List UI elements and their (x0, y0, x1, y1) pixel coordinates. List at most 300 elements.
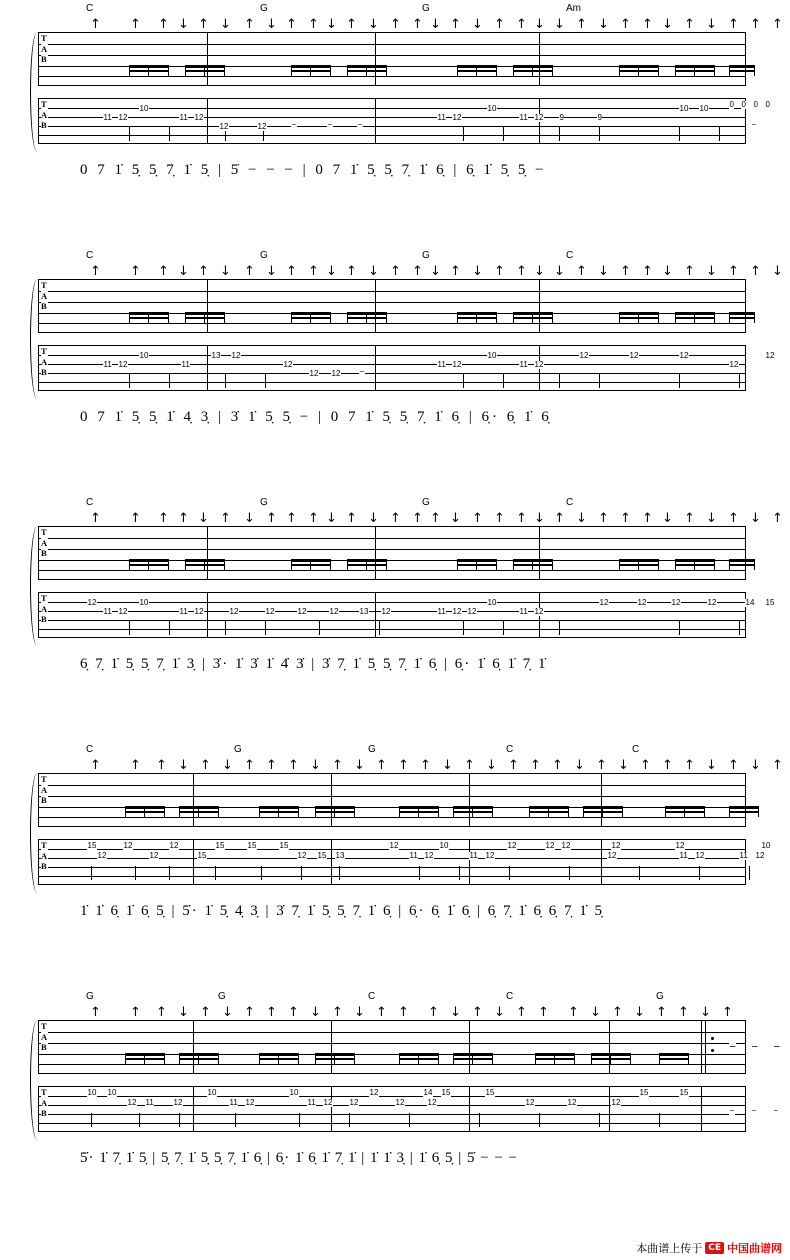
fret-number: 13 (359, 607, 369, 616)
beam-group (513, 65, 553, 77)
beam-group (659, 1053, 689, 1065)
beam-group (347, 65, 387, 77)
beam-group (125, 1053, 165, 1065)
strum-up-icon: ↑ (90, 17, 101, 32)
fret-number: 12 (123, 841, 133, 850)
strum-down-icon: ↓ (354, 1005, 365, 1020)
strum-up-icon: ↑ (412, 511, 423, 526)
beam-group (619, 312, 659, 324)
chord-row-3 (38, 494, 746, 510)
stem-group (679, 374, 680, 386)
strum-up-icon: ↑ (308, 264, 319, 279)
fret-number: 12 (127, 1098, 137, 1107)
fret-number: 15 (679, 1088, 689, 1097)
fret-number: 10 (699, 104, 709, 113)
stem-group (463, 374, 464, 386)
rhythm-staff-5 (38, 1020, 780, 1074)
strum-down-icon: ↓ (430, 17, 441, 32)
repeat-dot (711, 1037, 714, 1040)
stem-group (265, 374, 266, 386)
tab-clef-label: T A B (41, 99, 48, 130)
fret-number: 12 (219, 122, 229, 131)
barline (331, 1087, 332, 1131)
fret-number: 12 (675, 841, 685, 850)
numbered-notation-text: 5̇· 1̇ 7̣ 1̇ 5̣ | 5̣ 7̣ 1̇ 5̣ 5̣ 7̣ 1̇ 6̣ | 6̣· 1̇ 6̣ 1̇ 7̣ 1̇ | 1̇ 1̇ 3̣ | 1̇ 6̣ 5̣ | 5̇ − − − (80, 1150, 519, 1166)
strum-down-icon: ↓ (222, 758, 233, 773)
stem-group (169, 374, 170, 386)
strum-up-icon: ↑ (596, 758, 607, 773)
numbered-notation-3 (38, 650, 746, 690)
strum-up-icon: ↑ (244, 17, 255, 32)
strum-up-icon: ↑ (554, 511, 565, 526)
fret-number: − (327, 120, 333, 129)
fret-number: 11 (229, 1098, 238, 1107)
barline (609, 1087, 610, 1131)
tab-clef-label: T A B (41, 346, 48, 377)
strum-down-icon: ↓ (368, 264, 379, 279)
barline (601, 840, 602, 884)
strum-up-icon: ↑ (90, 511, 101, 526)
barline (469, 774, 470, 826)
barline (331, 1021, 332, 1073)
strum-down-icon: ↓ (198, 511, 209, 526)
strum-up-icon: ↑ (200, 1005, 211, 1020)
rest-dash: − (751, 1106, 757, 1115)
stem-group (261, 866, 262, 878)
numbered-notation-text: 6̣ 7̣ 1̇ 5̣ 5̣ 7̣ 1̇ 3̣ | 3̇· 1̇ 3̇ 1̇ 4̇ 3̇ | 3̇ 7̣ 1̇ 5̣ 5̣ 7̣ 1̇ 6̣ | 6̣· 1̇ 6̣ 1̇ 7̣ 1̇ (80, 656, 548, 672)
chord-symbol: Am (566, 3, 581, 14)
fret-number: 12 (118, 607, 128, 616)
strum-down-icon: ↓ (662, 17, 673, 32)
strum-down-icon: ↓ (706, 17, 717, 32)
strum-up-icon: ↑ (494, 17, 505, 32)
barline (469, 1021, 470, 1073)
stem-group (129, 127, 130, 139)
strum-up-icon: ↑ (678, 1005, 689, 1020)
strum-up-icon: ↑ (266, 1005, 277, 1020)
rhythm-staff-2 (38, 279, 746, 333)
fret-number: 10 (487, 351, 497, 360)
strum-up-icon: ↑ (286, 17, 297, 32)
fret-number: 12 (729, 360, 739, 369)
stem-group (91, 866, 92, 878)
strum-up-icon: ↑ (286, 264, 297, 279)
strum-up-icon: ↑ (90, 758, 101, 773)
fret-number: 15 (247, 841, 257, 850)
chord-symbol: G (422, 250, 430, 261)
strum-down-icon: ↓ (574, 758, 585, 773)
fret-number: 12 (283, 360, 293, 369)
fret-number: 15 (441, 1088, 451, 1097)
tab-staff-4 (38, 839, 771, 885)
stem-group (463, 127, 464, 139)
chord-symbol: G (260, 497, 268, 508)
strum-up-icon: ↑ (472, 511, 483, 526)
stem-group (225, 621, 226, 633)
strum-up-icon: ↑ (728, 511, 739, 526)
system-1 (0, 0, 790, 247)
fret-number: 11 (437, 113, 446, 122)
tab-staff-2 (38, 345, 775, 391)
beam-group (399, 1053, 439, 1065)
barline (701, 1021, 702, 1073)
strum-up-icon: ↑ (772, 17, 783, 32)
footer-site-name: 中国曲谱网 (727, 1242, 782, 1255)
strum-down-icon: ↓ (368, 511, 379, 526)
rhythm-staff-4 (38, 773, 746, 827)
chord-symbol: C (368, 991, 376, 1002)
fret-number: 12 (452, 607, 462, 616)
strum-up-icon: ↑ (346, 264, 357, 279)
barline (469, 840, 470, 884)
fret-number: 12 (629, 351, 639, 360)
strum-up-icon: ↑ (158, 264, 169, 279)
strum-up-icon: ↑ (508, 758, 519, 773)
barline (375, 527, 376, 579)
numbered-notation-1 (38, 156, 746, 196)
barline (193, 1021, 194, 1073)
stem-group (599, 374, 600, 386)
strum-up-icon: ↑ (728, 758, 739, 773)
fret-number: 11 (739, 851, 748, 860)
fret-number: 9 (559, 113, 564, 122)
barline (375, 280, 376, 332)
beam-group (129, 65, 169, 77)
stem-group (91, 1113, 92, 1125)
barline (469, 1087, 470, 1131)
fret-number: 10 (139, 104, 149, 113)
fret-number: 12 (452, 360, 462, 369)
beam-group (529, 806, 569, 818)
chord-symbol: C (86, 744, 94, 755)
strum-down-icon: ↓ (576, 511, 587, 526)
fret-number: 10 (487, 104, 497, 113)
rest-dash: − (773, 1041, 780, 1053)
strum-up-icon: ↑ (198, 17, 209, 32)
strum-up-icon: ↑ (472, 1005, 483, 1020)
strum-up-icon: ↑ (450, 17, 461, 32)
strum-down-icon: ↓ (442, 758, 453, 773)
beam-group (457, 559, 497, 571)
barline (207, 346, 208, 390)
tab-clef-label: T A B (41, 593, 48, 624)
rest-dash: − (751, 1041, 758, 1053)
tab-staff-3 (38, 592, 775, 638)
numbered-notation-text: 0 7 1̇ 5̣ 5̣ 7̣ 1̇ 5̣ | 5̇ − − − | 0 7 1̇ 5̣ 5̣ 7̣ 1̇ 6̣ | 6̣ 1̇ 5̣ 5̣ − (80, 162, 547, 178)
strum-up-icon: ↑ (656, 1005, 667, 1020)
strum-arrow-row-1 (38, 16, 783, 32)
strum-up-icon: ↑ (398, 1005, 409, 1020)
strum-up-icon: ↑ (516, 511, 527, 526)
strum-up-icon: ↑ (158, 17, 169, 32)
barline (193, 1087, 194, 1131)
fret-number: 12 (297, 851, 307, 860)
system-5 (0, 988, 790, 1238)
beam-group (457, 312, 497, 324)
rest-dash: − (729, 1041, 736, 1053)
fret-number: 12 (329, 607, 339, 616)
strum-up-icon: ↑ (130, 1005, 141, 1020)
stem-group (339, 866, 340, 878)
barline (193, 840, 194, 884)
strum-down-icon: ↓ (430, 264, 441, 279)
barline (705, 1021, 706, 1073)
chord-row-5 (38, 988, 746, 1004)
fret-number: 11 (437, 360, 446, 369)
strum-down-icon: ↓ (326, 511, 337, 526)
strum-down-icon: ↓ (662, 511, 673, 526)
barline (207, 280, 208, 332)
fret-number: 15 (485, 1088, 495, 1097)
strum-up-icon: ↑ (198, 264, 209, 279)
fret-number: 11 (307, 1098, 316, 1107)
beam-group (399, 806, 439, 818)
strum-down-icon: ↓ (220, 264, 231, 279)
fret-number: 10 (139, 351, 149, 360)
fret-number: 12 (369, 1088, 379, 1097)
fret-number: 11 (103, 360, 112, 369)
numbered-notation-2 (38, 403, 746, 443)
beam-group (125, 806, 165, 818)
beam-group (513, 559, 553, 571)
beam-group (619, 559, 659, 571)
fret-number: 12 (561, 841, 571, 850)
strum-up-icon: ↑ (376, 1005, 387, 1020)
beam-group (315, 1053, 355, 1065)
stem-group (679, 127, 680, 139)
strum-up-icon: ↑ (158, 511, 169, 526)
beam-group (185, 312, 225, 324)
fret-number: 12 (424, 851, 434, 860)
strum-down-icon: ↓ (662, 264, 673, 279)
strum-up-icon: ↑ (662, 758, 673, 773)
fret-number: 11 (519, 360, 528, 369)
stem-group (503, 127, 504, 139)
numbered-notation-text: 1̇ 1̇ 6̣ 1̇ 6̣ 5̣ | 5̇· 1̇ 5̣ 4̣ 3̣ | 3̇ 7̣ 1̇ 5̣ 5̣ 7̣ 1̇ 6̣ | 6̣· 6̣ 1̇ 6̣ | 6̣ 7̣ 1̇ 6̣ 6̣ 7̣ 1̇ 5̣ (80, 903, 605, 919)
fret-number: 13 (211, 351, 221, 360)
beam-group (591, 1053, 631, 1065)
beam-group (291, 312, 331, 324)
fret-number: 12 (169, 841, 179, 850)
rest-dash: − (773, 1106, 779, 1115)
beam-group (729, 65, 755, 77)
fret-number: 0 (753, 100, 758, 109)
fret-number: 12 (349, 1098, 359, 1107)
strum-up-icon: ↑ (728, 17, 739, 32)
fret-number: 15 (639, 1088, 649, 1097)
fret-number: 12 (695, 851, 705, 860)
fret-number: 10 (487, 598, 497, 607)
strum-up-icon: ↑ (516, 264, 527, 279)
system-2 (0, 247, 790, 494)
fret-number: 12 (637, 598, 647, 607)
strum-down-icon: ↓ (618, 758, 629, 773)
fret-number: 12 (534, 113, 544, 122)
fret-number: 12 (118, 113, 128, 122)
chord-symbol: G (218, 991, 226, 1002)
stem-group (419, 866, 420, 878)
stem-group (509, 866, 510, 878)
fret-number: 15 (197, 851, 207, 860)
barline (539, 33, 540, 85)
fret-number: 15 (279, 841, 289, 850)
strum-up-icon: ↑ (156, 1005, 167, 1020)
stem-group (349, 1113, 350, 1125)
beam-group (259, 1053, 299, 1065)
barline (207, 527, 208, 579)
fret-number: 12 (545, 841, 555, 850)
stem-group (559, 127, 560, 139)
strum-up-icon: ↑ (598, 511, 609, 526)
strum-up-icon: ↑ (494, 511, 505, 526)
strum-up-icon: ↑ (620, 17, 631, 32)
strum-down-icon: ↓ (310, 758, 321, 773)
fret-number: − (291, 120, 297, 129)
fret-number: 0 (729, 100, 734, 109)
stem-group (265, 621, 266, 633)
strum-arrow-row-4 (38, 757, 783, 773)
stem-group (169, 621, 170, 633)
strum-up-icon: ↑ (244, 1005, 255, 1020)
barline (601, 774, 602, 826)
strum-down-icon: ↓ (472, 264, 483, 279)
numbered-notation-text: 0 7 1̇ 5̣ 5̣ 1̇ 4̣ 3̣ | 3̇ 1̇ 5̣ 5̣ − | 0 7 1̇ 5̣ 5̣ 7̣ 1̇ 6̣ | 6̣· 6̣ 1̇ 6̣ (80, 409, 552, 425)
fret-number: 15 (317, 851, 327, 860)
beam-group (453, 1053, 493, 1065)
numbered-notation-5 (38, 1144, 746, 1184)
fret-number: 12 (467, 607, 477, 616)
strum-up-icon: ↑ (286, 511, 297, 526)
strum-up-icon: ↑ (620, 264, 631, 279)
fret-number: 11 (103, 113, 112, 122)
fret-number: 10 (679, 104, 689, 113)
strum-down-icon: ↓ (326, 17, 337, 32)
fret-number: 12 (395, 1098, 405, 1107)
strum-up-icon: ↑ (728, 264, 739, 279)
fret-number: − (357, 120, 363, 129)
strum-down-icon: ↓ (706, 264, 717, 279)
strum-down-icon: ↓ (266, 17, 277, 32)
tab-clef-label: T A B (41, 1021, 48, 1052)
strum-down-icon: ↓ (534, 264, 545, 279)
strum-up-icon: ↑ (244, 758, 255, 773)
fret-number: 12 (452, 113, 462, 122)
fret-number: 12 (331, 369, 341, 378)
strum-up-icon: ↑ (576, 264, 587, 279)
stem-group (559, 621, 560, 633)
beam-group (129, 559, 169, 571)
beam-group (453, 806, 493, 818)
beam-group (675, 559, 715, 571)
stem-group (559, 374, 560, 386)
beam-group (513, 312, 553, 324)
rest-dash: − (729, 1106, 735, 1115)
tab-clef-label: T A B (41, 774, 48, 805)
strum-down-icon: ↓ (750, 511, 761, 526)
fret-number: 9 (597, 113, 602, 122)
strum-arrow-row-3 (38, 510, 783, 526)
strum-up-icon: ↑ (684, 264, 695, 279)
strum-up-icon: ↑ (90, 264, 101, 279)
fret-number: 12 (525, 1098, 535, 1107)
strum-down-icon: ↓ (178, 758, 189, 773)
fret-number: 11 (679, 851, 688, 860)
strum-up-icon: ↑ (428, 1005, 439, 1020)
tab-clef-label: T A B (41, 840, 48, 871)
fret-number: 12 (599, 598, 609, 607)
strum-down-icon: ↓ (534, 17, 545, 32)
chord-symbol: G (422, 3, 430, 14)
chord-symbol: G (234, 744, 242, 755)
fret-number: 12 (534, 360, 544, 369)
strum-up-icon: ↑ (516, 1005, 527, 1020)
beam-group (347, 312, 387, 324)
barline (539, 280, 540, 332)
strum-up-icon: ↑ (90, 1005, 101, 1020)
stem-group (679, 621, 680, 633)
strum-up-icon: ↑ (266, 758, 277, 773)
strum-up-icon: ↑ (684, 758, 695, 773)
strum-down-icon: ↓ (706, 758, 717, 773)
barline (375, 33, 376, 85)
strum-up-icon: ↑ (412, 17, 423, 32)
stem-group (179, 1113, 180, 1125)
strum-up-icon: ↑ (332, 1005, 343, 1020)
fret-number: 12 (607, 851, 617, 860)
strum-up-icon: ↑ (156, 758, 167, 773)
fret-number: − (359, 367, 365, 376)
rhythm-staff-3 (38, 526, 746, 580)
beam-group (729, 806, 759, 818)
numbered-notation-4 (38, 897, 746, 937)
beam-group (729, 312, 755, 324)
barline (207, 99, 208, 143)
strum-up-icon: ↑ (288, 758, 299, 773)
fret-number: 13 (335, 851, 345, 860)
strum-up-icon: ↑ (450, 264, 461, 279)
strum-down-icon: ↓ (354, 758, 365, 773)
chord-symbol: C (566, 497, 574, 508)
beam-group (179, 1053, 219, 1065)
strum-down-icon: ↓ (178, 264, 189, 279)
strum-down-icon: ↓ (634, 1005, 645, 1020)
stem-group (169, 127, 170, 139)
fret-number: 12 (534, 607, 544, 616)
strum-arrow-row-2 (38, 263, 783, 279)
strum-up-icon: ↑ (178, 511, 189, 526)
stem-group (659, 1113, 660, 1125)
fret-number: 12 (611, 841, 621, 850)
chord-symbol: C (506, 744, 514, 755)
stem-group (599, 127, 600, 139)
stem-group (739, 374, 740, 386)
fret-number: 12 (755, 851, 765, 860)
chord-symbol: C (86, 250, 94, 261)
chord-symbol: G (656, 991, 664, 1002)
strum-down-icon: ↓ (368, 17, 379, 32)
tab-staff-1 (38, 98, 770, 144)
beam-group (619, 65, 659, 77)
barline (539, 527, 540, 579)
stem-group (739, 621, 740, 633)
stem-group (459, 866, 460, 878)
fret-number: 12 (149, 851, 159, 860)
tab-clef-label: T A B (41, 527, 48, 558)
stem-group (569, 866, 570, 878)
stem-group (169, 866, 170, 878)
barline (207, 593, 208, 637)
strum-down-icon: ↓ (598, 264, 609, 279)
